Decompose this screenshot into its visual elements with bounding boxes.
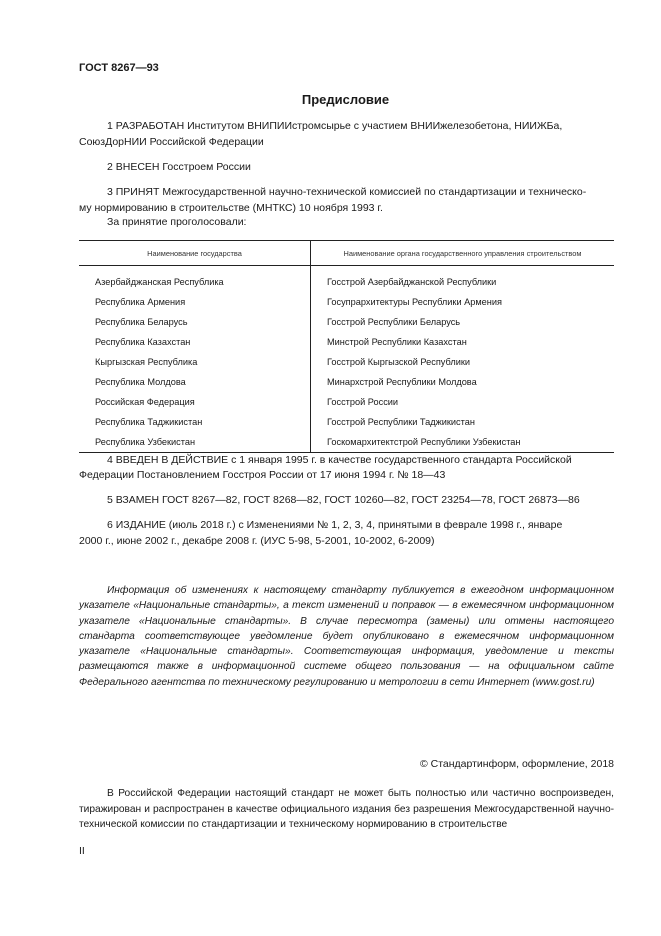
table-row: [79, 312, 614, 332]
table-cell-body: Госкомархитектстрой Республики Узбекистан: [311, 432, 615, 453]
table-header-row: [79, 241, 614, 266]
table-cell-state: Республика Молдова: [79, 372, 311, 392]
table-row: [79, 372, 614, 392]
item-1-line-1: 1 РАЗРАБОТАН Институтом ВНИПИИстромсырье с участием ВНИИжелезобетона, НИИЖБа,: [107, 120, 563, 132]
document-code: ГОСТ 8267—93: [79, 62, 159, 74]
table-cell-body: Госстрой Кыргызской Республики: [327, 357, 471, 367]
item-3-line-3: За принятие проголосовали:: [107, 216, 247, 228]
table-cell-body: Госстрой России: [327, 397, 399, 407]
table-cell-body: Минархстрой Республики Молдова: [327, 377, 477, 387]
table-cell-body: Госстрой Республики Таджикистан: [327, 417, 475, 427]
page-number: II: [79, 845, 85, 857]
preface-title: Предисловие: [301, 92, 390, 107]
table-cell-state: Республика Армения: [79, 292, 311, 312]
table-cell-body: Минстрой Республики Казахстан: [327, 337, 467, 347]
table-cell-state: Республика Казахстан: [79, 332, 311, 352]
reproduction-notice: В Российской Федерации настоящий стандарт не может быть полностью или частично воспроизведен, тиражирован и распространен в качестве официального издания без разрешения Межгосударственной научно-технической комиссии по стандартизации и техническому нормированию в строительстве: [79, 788, 614, 830]
table-row: [79, 432, 614, 453]
table-header-body: Наименование органа государственного управления строительством: [311, 241, 615, 266]
item-2: 2 ВНЕСЕН Госстроем России: [107, 161, 251, 173]
table-row: [79, 266, 614, 293]
table-row: [79, 332, 614, 352]
table-cell-state: Кыргызская Республика: [79, 352, 311, 372]
item-4-line-2: Федерации Постановлением Госстроя России от 17 июня 1994 г. № 18—43: [79, 469, 446, 481]
table-cell-state: Российская Федерация: [79, 392, 311, 412]
copyright-notice: © Стандартинформ, оформление, 2018: [419, 758, 614, 770]
item-5: 5 ВЗАМЕН ГОСТ 8267—82, ГОСТ 8268—82, ГОСТ 10260—82, ГОСТ 23254—78, ГОСТ 26873—86: [107, 494, 580, 506]
item-1-line-2: СоюзДорНИИ Российской Федерации: [79, 136, 264, 148]
table-cell-state: Республика Беларусь: [79, 312, 311, 332]
table-row: [79, 292, 614, 312]
item-4-line-1: 4 ВВЕДЕН В ДЕЙСТВИЕ с 1 января 1995 г. в качестве государственного стандарта Российской: [107, 454, 572, 466]
item-6-line-2: 2000 г., июне 2002 г., декабре 2008 г. (ИУС 5-98, 5-2001, 10-2002, 6-2009): [79, 535, 435, 547]
table-cell-body: Госупрархитектуры Республики Армения: [327, 297, 502, 307]
table-cell-state: Республика Таджикистан: [79, 412, 311, 432]
item-3-line-1: 3 ПРИНЯТ Межгосударственной научно-технической комиссией по стандартизации и техническо-: [107, 186, 587, 198]
table-cell-state: Азербайджанская Республика: [79, 266, 311, 293]
table-cell-body: Госстрой Республики Беларусь: [327, 317, 461, 327]
item-6-line-1: 6 ИЗДАНИЕ (июль 2018 г.) с Изменениями № 1, 2, 3, 4, принятыми в феврале 1998 г., январе: [107, 519, 563, 531]
table-row: [79, 392, 614, 412]
table-cell-state: Республика Узбекистан: [79, 432, 311, 453]
table-row: [79, 412, 614, 432]
table-row: [79, 352, 614, 372]
changes-info-note: Информация об изменениях к настоящему стандарту публикуется в ежегодном информационном указателе «Национальные стандарты», а текст изменений и поправок — в ежемесячном информационном указателе «Национальные стандарты». В случае пересмотра (замены) или отмены настоящего стандарта соответствующее уведомление будет опубликовано в ежемесячном информационном указателе «Национальные стандарты». Соответствующая информация, уведомление и тексты размещаются также в информационной системе общего пользования — на официальном сайте Федерального агентства по техническому регулированию и метрологии в сети Интернет (www.gost.ru): [79, 585, 614, 688]
voting-states-table: [79, 240, 614, 453]
table-cell-body: Госстрой Азербайджанской Республики: [327, 277, 497, 287]
item-3-line-2: му нормированию в строительстве (МНТКС) 10 ноября 1993 г.: [79, 202, 383, 214]
table-header-state: Наименование государства: [79, 241, 311, 266]
